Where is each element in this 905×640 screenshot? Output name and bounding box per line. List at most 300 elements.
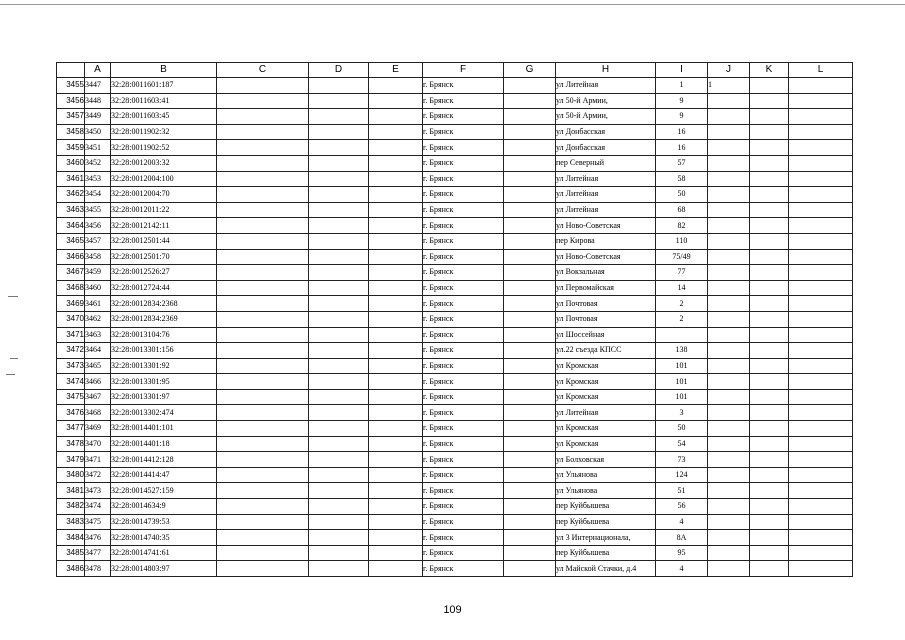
cell-j[interactable]: [708, 405, 750, 421]
row-number-cell[interactable]: 3455: [57, 78, 85, 94]
cell-a[interactable]: 3448: [85, 93, 111, 109]
row-number-cell[interactable]: 3486: [57, 561, 85, 577]
cell-a[interactable]: 3458: [85, 249, 111, 265]
cell-h[interactable]: пер Куйбышева: [556, 545, 656, 561]
cell-d[interactable]: [309, 545, 369, 561]
cell-h[interactable]: ул Почтовая: [556, 311, 656, 327]
row-number-cell[interactable]: 3476: [57, 405, 85, 421]
cell-i[interactable]: 51: [656, 483, 708, 499]
cell-e[interactable]: [369, 545, 423, 561]
cell-g[interactable]: [504, 202, 556, 218]
cell-h[interactable]: пер Северный: [556, 155, 656, 171]
row-number-cell[interactable]: 3482: [57, 499, 85, 515]
cell-g[interactable]: [504, 374, 556, 390]
cell-i[interactable]: 9: [656, 93, 708, 109]
cell-e[interactable]: [369, 218, 423, 234]
cell-k[interactable]: [750, 499, 789, 515]
cell-g[interactable]: [504, 233, 556, 249]
cell-k[interactable]: [750, 343, 789, 359]
cell-e[interactable]: [369, 109, 423, 125]
cell-b[interactable]: 32:28:0014741:61: [111, 545, 217, 561]
cell-d[interactable]: [309, 171, 369, 187]
cell-b[interactable]: 32:28:0014412:128: [111, 452, 217, 468]
cell-f[interactable]: г. Брянск: [423, 233, 504, 249]
column-header-h[interactable]: H: [556, 63, 656, 78]
cell-j[interactable]: [708, 483, 750, 499]
cell-i[interactable]: 101: [656, 358, 708, 374]
cell-c[interactable]: [217, 140, 309, 156]
cell-f[interactable]: г. Брянск: [423, 561, 504, 577]
cell-i[interactable]: 9: [656, 109, 708, 125]
cell-c[interactable]: [217, 389, 309, 405]
cell-g[interactable]: [504, 155, 556, 171]
cell-g[interactable]: [504, 545, 556, 561]
cell-a[interactable]: 3476: [85, 530, 111, 546]
cell-f[interactable]: г. Брянск: [423, 155, 504, 171]
row-number-cell[interactable]: 3471: [57, 327, 85, 343]
cell-i[interactable]: 124: [656, 467, 708, 483]
cell-h[interactable]: ул Литейная: [556, 405, 656, 421]
cell-b[interactable]: 32:28:0012724:44: [111, 280, 217, 296]
cell-h[interactable]: ул Ульянова: [556, 483, 656, 499]
cell-k[interactable]: [750, 311, 789, 327]
cell-h[interactable]: ул Кромская: [556, 421, 656, 437]
cell-e[interactable]: [369, 233, 423, 249]
cell-b[interactable]: 32:28:0014527:159: [111, 483, 217, 499]
row-number-cell[interactable]: 3464: [57, 218, 85, 234]
cell-h[interactable]: ул 50-й Армии,: [556, 109, 656, 125]
cell-b[interactable]: 32:28:0013301:97: [111, 389, 217, 405]
column-header-d[interactable]: D: [309, 63, 369, 78]
cell-j[interactable]: [708, 280, 750, 296]
row-number-cell[interactable]: 3477: [57, 421, 85, 437]
cell-k[interactable]: [750, 545, 789, 561]
column-header-k[interactable]: K: [750, 63, 789, 78]
cell-d[interactable]: [309, 202, 369, 218]
cell-b[interactable]: 32:28:0014739:53: [111, 514, 217, 530]
row-number-cell[interactable]: 3485: [57, 545, 85, 561]
cell-k[interactable]: [750, 124, 789, 140]
cell-j[interactable]: [708, 421, 750, 437]
cell-i[interactable]: 4: [656, 561, 708, 577]
cell-j[interactable]: [708, 436, 750, 452]
cell-i[interactable]: 14: [656, 280, 708, 296]
cell-b[interactable]: 32:28:0012004:70: [111, 187, 217, 203]
cell-c[interactable]: [217, 124, 309, 140]
cell-f[interactable]: г. Брянск: [423, 421, 504, 437]
cell-c[interactable]: [217, 311, 309, 327]
cell-h[interactable]: ул Кромская: [556, 374, 656, 390]
column-header-b[interactable]: B: [111, 63, 217, 78]
cell-d[interactable]: [309, 233, 369, 249]
cell-h[interactable]: ул Кромская: [556, 389, 656, 405]
cell-j[interactable]: [708, 343, 750, 359]
cell-l[interactable]: [789, 296, 853, 312]
cell-i[interactable]: 2: [656, 296, 708, 312]
cell-c[interactable]: [217, 545, 309, 561]
cell-j[interactable]: [708, 187, 750, 203]
cell-f[interactable]: г. Брянск: [423, 343, 504, 359]
row-number-cell[interactable]: 3466: [57, 249, 85, 265]
cell-g[interactable]: [504, 530, 556, 546]
cell-b[interactable]: 32:28:0012011:22: [111, 202, 217, 218]
cell-c[interactable]: [217, 249, 309, 265]
cell-l[interactable]: [789, 545, 853, 561]
cell-g[interactable]: [504, 93, 556, 109]
cell-a[interactable]: 3455: [85, 202, 111, 218]
cell-a[interactable]: 3474: [85, 499, 111, 515]
cell-c[interactable]: [217, 514, 309, 530]
cell-g[interactable]: [504, 421, 556, 437]
cell-e[interactable]: [369, 343, 423, 359]
cell-c[interactable]: [217, 499, 309, 515]
cell-k[interactable]: [750, 467, 789, 483]
row-number-cell[interactable]: 3465: [57, 233, 85, 249]
cell-i[interactable]: 101: [656, 389, 708, 405]
cell-d[interactable]: [309, 514, 369, 530]
cell-f[interactable]: г. Брянск: [423, 124, 504, 140]
cell-a[interactable]: 3447: [85, 78, 111, 94]
cell-l[interactable]: [789, 187, 853, 203]
cell-d[interactable]: [309, 561, 369, 577]
cell-l[interactable]: [789, 155, 853, 171]
cell-e[interactable]: [369, 561, 423, 577]
cell-b[interactable]: 32:28:0013104:76: [111, 327, 217, 343]
cell-b[interactable]: 32:28:0011603:41: [111, 93, 217, 109]
cell-e[interactable]: [369, 327, 423, 343]
row-number-cell[interactable]: 3479: [57, 452, 85, 468]
cell-e[interactable]: [369, 421, 423, 437]
cell-k[interactable]: [750, 249, 789, 265]
cell-f[interactable]: г. Брянск: [423, 467, 504, 483]
cell-a[interactable]: 3450: [85, 124, 111, 140]
cell-j[interactable]: [708, 311, 750, 327]
cell-l[interactable]: [789, 514, 853, 530]
cell-b[interactable]: 32:28:0011902:52: [111, 140, 217, 156]
column-header-e[interactable]: E: [369, 63, 423, 78]
cell-h[interactable]: пер Кирова: [556, 233, 656, 249]
cell-l[interactable]: [789, 280, 853, 296]
cell-l[interactable]: [789, 171, 853, 187]
cell-a[interactable]: 3453: [85, 171, 111, 187]
cell-k[interactable]: [750, 187, 789, 203]
cell-l[interactable]: [789, 499, 853, 515]
cell-d[interactable]: [309, 249, 369, 265]
cell-k[interactable]: [750, 109, 789, 125]
cell-d[interactable]: [309, 265, 369, 281]
cell-l[interactable]: [789, 93, 853, 109]
cell-h[interactable]: ул 3 Интернационала,: [556, 530, 656, 546]
row-number-cell[interactable]: 3463: [57, 202, 85, 218]
cell-d[interactable]: [309, 499, 369, 515]
cell-c[interactable]: [217, 280, 309, 296]
cell-j[interactable]: [708, 265, 750, 281]
cell-b[interactable]: 32:28:0012004:100: [111, 171, 217, 187]
cell-c[interactable]: [217, 483, 309, 499]
cell-c[interactable]: [217, 343, 309, 359]
cell-j[interactable]: [708, 249, 750, 265]
cell-d[interactable]: [309, 389, 369, 405]
cell-g[interactable]: [504, 171, 556, 187]
cell-a[interactable]: 3463: [85, 327, 111, 343]
cell-i[interactable]: 138: [656, 343, 708, 359]
cell-h[interactable]: пер Куйбышева: [556, 499, 656, 515]
cell-j[interactable]: [708, 109, 750, 125]
cell-k[interactable]: [750, 78, 789, 94]
cell-h[interactable]: ул Литейная: [556, 187, 656, 203]
cell-k[interactable]: [750, 358, 789, 374]
cell-f[interactable]: г. Брянск: [423, 436, 504, 452]
cell-k[interactable]: [750, 171, 789, 187]
row-number-cell[interactable]: 3473: [57, 358, 85, 374]
cell-f[interactable]: г. Брянск: [423, 78, 504, 94]
cell-e[interactable]: [369, 467, 423, 483]
cell-d[interactable]: [309, 155, 369, 171]
cell-k[interactable]: [750, 530, 789, 546]
cell-i[interactable]: 95: [656, 545, 708, 561]
cell-j[interactable]: [708, 514, 750, 530]
cell-j[interactable]: [708, 233, 750, 249]
cell-i[interactable]: 77: [656, 265, 708, 281]
cell-a[interactable]: 3464: [85, 343, 111, 359]
cell-c[interactable]: [217, 436, 309, 452]
cell-f[interactable]: г. Брянск: [423, 374, 504, 390]
cell-b[interactable]: 32:28:0013302:474: [111, 405, 217, 421]
cell-i[interactable]: 8А: [656, 530, 708, 546]
cell-i[interactable]: [656, 327, 708, 343]
cell-g[interactable]: [504, 78, 556, 94]
cell-d[interactable]: [309, 343, 369, 359]
cell-k[interactable]: [750, 202, 789, 218]
cell-c[interactable]: [217, 327, 309, 343]
cell-b[interactable]: 32:28:0013301:156: [111, 343, 217, 359]
cell-b[interactable]: 32:28:0014414:47: [111, 467, 217, 483]
cell-k[interactable]: [750, 421, 789, 437]
cell-d[interactable]: [309, 187, 369, 203]
cell-f[interactable]: г. Брянск: [423, 311, 504, 327]
row-number-cell[interactable]: 3480: [57, 467, 85, 483]
cell-i[interactable]: 16: [656, 124, 708, 140]
cell-i[interactable]: 82: [656, 218, 708, 234]
cell-d[interactable]: [309, 405, 369, 421]
column-header-f[interactable]: F: [423, 63, 504, 78]
cell-c[interactable]: [217, 561, 309, 577]
cell-f[interactable]: г. Брянск: [423, 327, 504, 343]
cell-f[interactable]: г. Брянск: [423, 202, 504, 218]
cell-l[interactable]: [789, 483, 853, 499]
column-header-c[interactable]: C: [217, 63, 309, 78]
cell-k[interactable]: [750, 93, 789, 109]
cell-a[interactable]: 3471: [85, 452, 111, 468]
cell-d[interactable]: [309, 280, 369, 296]
cell-c[interactable]: [217, 109, 309, 125]
cell-e[interactable]: [369, 171, 423, 187]
cell-k[interactable]: [750, 452, 789, 468]
cell-c[interactable]: [217, 358, 309, 374]
cell-e[interactable]: [369, 436, 423, 452]
cell-l[interactable]: [789, 109, 853, 125]
cell-h[interactable]: ул Кромская: [556, 436, 656, 452]
cell-i[interactable]: 75/49: [656, 249, 708, 265]
cell-e[interactable]: [369, 405, 423, 421]
cell-i[interactable]: 3: [656, 405, 708, 421]
cell-b[interactable]: 32:28:0011902:32: [111, 124, 217, 140]
cell-g[interactable]: [504, 561, 556, 577]
cell-g[interactable]: [504, 514, 556, 530]
cell-e[interactable]: [369, 155, 423, 171]
cell-a[interactable]: 3451: [85, 140, 111, 156]
cell-g[interactable]: [504, 436, 556, 452]
cell-l[interactable]: [789, 374, 853, 390]
cell-i[interactable]: 57: [656, 155, 708, 171]
cell-a[interactable]: 3461: [85, 296, 111, 312]
cell-g[interactable]: [504, 109, 556, 125]
cell-l[interactable]: [789, 452, 853, 468]
cell-c[interactable]: [217, 93, 309, 109]
row-number-cell[interactable]: 3468: [57, 280, 85, 296]
cell-a[interactable]: 3475: [85, 514, 111, 530]
cell-f[interactable]: г. Брянск: [423, 530, 504, 546]
cell-c[interactable]: [217, 421, 309, 437]
cell-f[interactable]: г. Брянск: [423, 405, 504, 421]
cell-d[interactable]: [309, 311, 369, 327]
cell-e[interactable]: [369, 452, 423, 468]
cell-k[interactable]: [750, 140, 789, 156]
cell-h[interactable]: ул Литейная: [556, 202, 656, 218]
cell-a[interactable]: 3462: [85, 311, 111, 327]
cell-i[interactable]: 73: [656, 452, 708, 468]
cell-b[interactable]: 32:28:0011603:45: [111, 109, 217, 125]
cell-l[interactable]: [789, 358, 853, 374]
cell-l[interactable]: [789, 124, 853, 140]
cell-k[interactable]: [750, 280, 789, 296]
cell-h[interactable]: ул Ново-Советская: [556, 218, 656, 234]
cell-f[interactable]: г. Брянск: [423, 499, 504, 515]
cell-i[interactable]: 4: [656, 514, 708, 530]
cell-c[interactable]: [217, 202, 309, 218]
cell-g[interactable]: [504, 358, 556, 374]
cell-c[interactable]: [217, 405, 309, 421]
cell-a[interactable]: 3457: [85, 233, 111, 249]
row-number-cell[interactable]: 3474: [57, 374, 85, 390]
cell-f[interactable]: г. Брянск: [423, 140, 504, 156]
cell-a[interactable]: 3468: [85, 405, 111, 421]
cell-e[interactable]: [369, 483, 423, 499]
cell-k[interactable]: [750, 405, 789, 421]
cell-g[interactable]: [504, 249, 556, 265]
row-number-cell[interactable]: 3460: [57, 155, 85, 171]
cell-i[interactable]: 68: [656, 202, 708, 218]
cell-h[interactable]: ул Донбасская: [556, 140, 656, 156]
cell-g[interactable]: [504, 296, 556, 312]
cell-b[interactable]: 32:28:0012834:2368: [111, 296, 217, 312]
cell-f[interactable]: г. Брянск: [423, 452, 504, 468]
cell-j[interactable]: [708, 545, 750, 561]
row-number-cell[interactable]: 3481: [57, 483, 85, 499]
cell-e[interactable]: [369, 202, 423, 218]
cell-a[interactable]: 3472: [85, 467, 111, 483]
cell-h[interactable]: ул.22 съезда КПСС: [556, 343, 656, 359]
cell-l[interactable]: [789, 421, 853, 437]
cell-e[interactable]: [369, 93, 423, 109]
cell-g[interactable]: [504, 280, 556, 296]
row-number-cell[interactable]: 3475: [57, 389, 85, 405]
cell-b[interactable]: 32:28:0012501:70: [111, 249, 217, 265]
corner-cell[interactable]: [57, 63, 85, 78]
cell-h[interactable]: ул Первомайская: [556, 280, 656, 296]
cell-g[interactable]: [504, 467, 556, 483]
cell-e[interactable]: [369, 514, 423, 530]
cell-j[interactable]: [708, 171, 750, 187]
cell-i[interactable]: 56: [656, 499, 708, 515]
cell-h[interactable]: ул Вокзальная: [556, 265, 656, 281]
cell-e[interactable]: [369, 78, 423, 94]
cell-i[interactable]: 50: [656, 421, 708, 437]
cell-g[interactable]: [504, 187, 556, 203]
cell-e[interactable]: [369, 140, 423, 156]
cell-a[interactable]: 3465: [85, 358, 111, 374]
cell-d[interactable]: [309, 296, 369, 312]
cell-h[interactable]: пер Куйбышева: [556, 514, 656, 530]
cell-h[interactable]: ул Литейная: [556, 78, 656, 94]
cell-k[interactable]: [750, 265, 789, 281]
cell-d[interactable]: [309, 140, 369, 156]
cell-k[interactable]: [750, 561, 789, 577]
row-number-cell[interactable]: 3478: [57, 436, 85, 452]
cell-e[interactable]: [369, 374, 423, 390]
cell-f[interactable]: г. Брянск: [423, 514, 504, 530]
cell-l[interactable]: [789, 327, 853, 343]
cell-a[interactable]: 3470: [85, 436, 111, 452]
cell-l[interactable]: [789, 467, 853, 483]
cell-b[interactable]: 32:28:0013301:95: [111, 374, 217, 390]
cell-k[interactable]: [750, 218, 789, 234]
cell-k[interactable]: [750, 327, 789, 343]
cell-a[interactable]: 3459: [85, 265, 111, 281]
cell-i[interactable]: 58: [656, 171, 708, 187]
cell-k[interactable]: [750, 483, 789, 499]
column-header-a[interactable]: A: [85, 63, 111, 78]
cell-f[interactable]: г. Брянск: [423, 358, 504, 374]
row-number-cell[interactable]: 3469: [57, 296, 85, 312]
cell-j[interactable]: [708, 124, 750, 140]
row-number-cell[interactable]: 3458: [57, 124, 85, 140]
cell-b[interactable]: 32:28:0014740:35: [111, 530, 217, 546]
cell-i[interactable]: 101: [656, 374, 708, 390]
cell-d[interactable]: [309, 436, 369, 452]
cell-i[interactable]: 1: [656, 78, 708, 94]
cell-l[interactable]: [789, 265, 853, 281]
cell-f[interactable]: г. Брянск: [423, 93, 504, 109]
cell-g[interactable]: [504, 343, 556, 359]
cell-b[interactable]: 32:28:0013301:92: [111, 358, 217, 374]
cell-l[interactable]: [789, 218, 853, 234]
cell-e[interactable]: [369, 249, 423, 265]
cell-a[interactable]: 3449: [85, 109, 111, 125]
cell-i[interactable]: 50: [656, 187, 708, 203]
cell-h[interactable]: ул Майской Стачки, д.4: [556, 561, 656, 577]
cell-c[interactable]: [217, 467, 309, 483]
cell-e[interactable]: [369, 124, 423, 140]
cell-b[interactable]: 32:28:0014401:18: [111, 436, 217, 452]
cell-a[interactable]: 3477: [85, 545, 111, 561]
cell-f[interactable]: г. Брянск: [423, 187, 504, 203]
cell-c[interactable]: [217, 78, 309, 94]
cell-c[interactable]: [217, 187, 309, 203]
cell-j[interactable]: [708, 467, 750, 483]
cell-k[interactable]: [750, 436, 789, 452]
cell-d[interactable]: [309, 93, 369, 109]
